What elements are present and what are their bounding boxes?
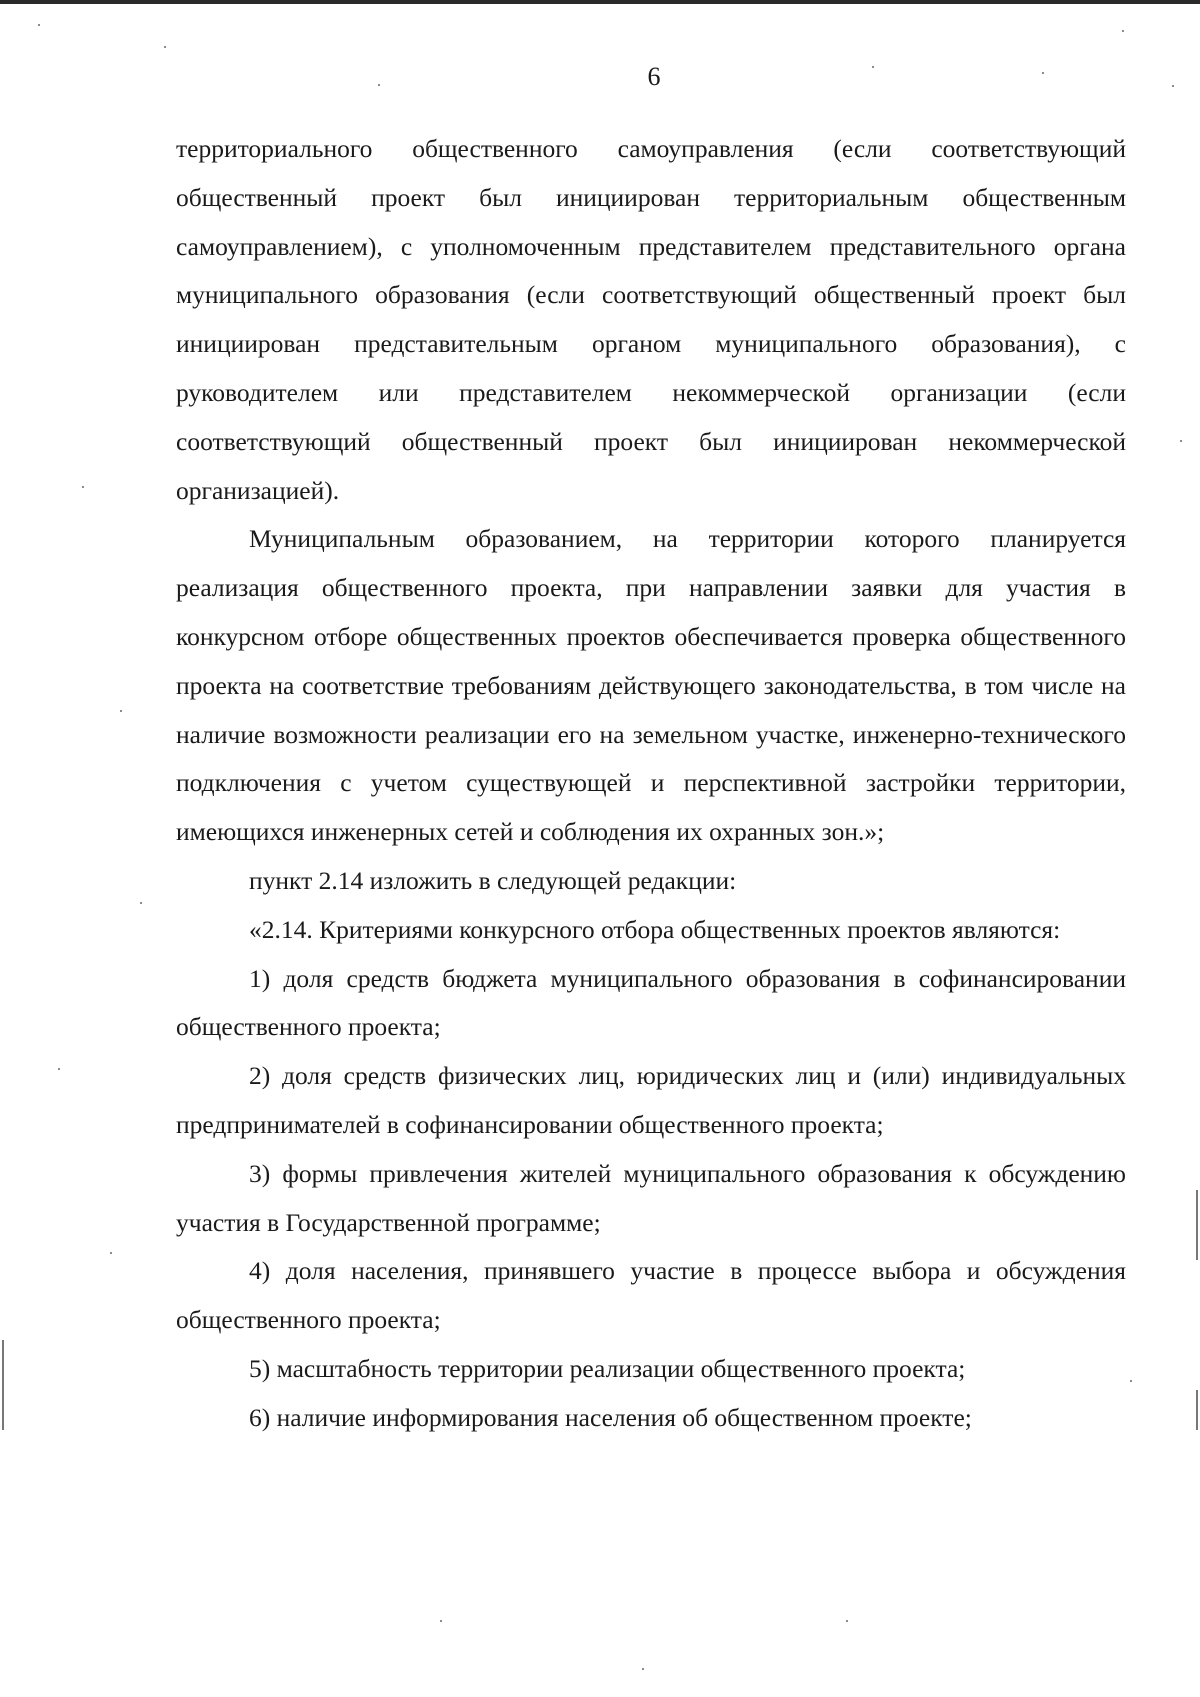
top-border-line	[0, 0, 1200, 4]
paragraph: «2.14. Критериями конкурсного отбора общественных проектов являются:	[249, 914, 1061, 944]
scan-speck	[164, 46, 166, 48]
scan-speck	[846, 1620, 848, 1622]
paragraph: Муниципальным образованием, на территории которого планируется реализация общественного проекта, при направлении заявки для участия в конкурсном отборе общественных проектов обеспечивается проверка общественного проекта на соответствие требованиям действующего законодательства, в том числе на наличие возможности реализации его на земельном участке, инженерно-технического подключения с учетом существующей и перспективной застройки территории, имеющихся инженерных сетей и соблюдения их охранных зон.»;	[176, 524, 1126, 847]
scan-speck	[1172, 85, 1174, 87]
scan-edge-mark	[1196, 1190, 1198, 1260]
list-item: 4) доля населения, принявшего участие в процессе выбора и обсуждения общественного проекта;	[176, 1256, 1126, 1335]
scan-speck	[378, 84, 380, 86]
paragraph: территориального общественного самоуправления (если соответствующий общественный проект был инициирован территориальным общественным самоуправлением), с уполномоченным представителем представительного органа муниципального образования (если соответствующий общественный проект был инициирован представительным органом муниципального образования), с руководителем или представителем некоммерческой организации (если соответствующий общественный проект был инициирован некоммерческой организацией).	[176, 134, 1126, 505]
scan-speck	[82, 486, 84, 488]
list-item: 3) формы привлечения жителей муниципального образования к обсуждению участия в Государственной программе;	[176, 1158, 1126, 1237]
scan-speck	[140, 902, 142, 904]
scan-edge-mark	[1196, 1390, 1198, 1430]
scan-speck	[38, 24, 40, 26]
list-item: 5) масштабность территории реализации общественного проекта;	[249, 1353, 966, 1383]
scan-speck	[642, 1668, 644, 1670]
list-item: 2) доля средств физических лиц, юридических лиц и (или) индивидуальных предпринимателей в софинансировании общественного проекта;	[176, 1061, 1126, 1139]
list-item: 1) доля средств бюджета муниципального образования в софинансировании общественного проекта;	[176, 963, 1126, 1042]
scan-speck	[1180, 440, 1182, 442]
paragraph: пункт 2.14 изложить в следующей редакции:	[249, 865, 737, 895]
page-number: 6	[647, 62, 661, 91]
scan-speck	[110, 1252, 112, 1254]
scan-speck	[1122, 30, 1124, 32]
scan-edge-mark	[2, 1340, 4, 1430]
scan-speck	[58, 1068, 60, 1070]
scan-speck	[440, 1620, 442, 1622]
scan-speck	[1130, 1380, 1132, 1382]
list-item: 6) наличие информирования населения об общественном проекте;	[249, 1402, 972, 1432]
scan-speck	[1042, 72, 1044, 74]
scan-speck	[120, 710, 122, 712]
scan-speck	[872, 66, 874, 68]
document-body	[176, 125, 1126, 1443]
